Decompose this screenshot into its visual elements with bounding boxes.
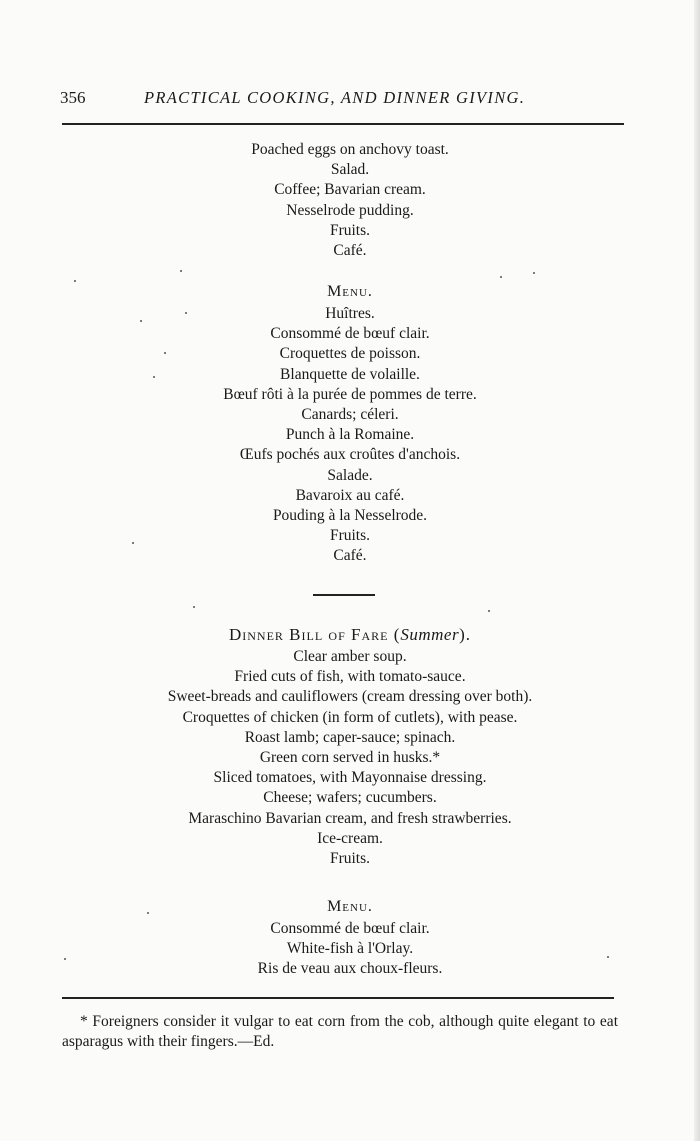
scan-speck: [132, 542, 134, 544]
french-menu-2: [0, 895, 700, 980]
menu-line: Bavaroix au café.: [295, 486, 405, 504]
section-divider: [313, 594, 375, 596]
header-rule: [62, 123, 624, 125]
menu-line: Poached eggs on anchovy toast.: [251, 141, 449, 158]
menu-line: Huîtres.: [325, 305, 375, 322]
heading-season: Summer: [400, 625, 460, 644]
menu-line: Roast lamb; caper-sauce; spinach.: [244, 728, 456, 746]
heading-prefix: Dinner Bill of Fare (: [228, 625, 401, 644]
menu-line: Coffee; Bavarian cream.: [274, 181, 426, 199]
page-number: 356: [60, 88, 86, 107]
menu-line: Canards; céleri.: [301, 405, 399, 423]
menu-line: Ice-cream.: [317, 829, 383, 847]
heading-suffix: ).: [459, 625, 472, 644]
menu-line: Ris de veau aux choux-fleurs.: [257, 960, 443, 978]
menu-line: Consommé de bœuf clair.: [270, 920, 430, 937]
menu-line: Pouding à la Nesselrode.: [272, 506, 428, 524]
footnote: * Foreigners consider it vulgar to eat corn from the cob, although quite elegant to eat asparagus with their fingers.—Ed.: [62, 1013, 618, 1050]
menu-line: Café.: [333, 547, 367, 565]
menu-line: Œufs pochés aux croûtes d'anchois.: [239, 446, 461, 464]
scan-speck: [180, 270, 182, 272]
menu-line: Cheese; wafers; cucumbers.: [263, 789, 437, 807]
scan-speck: [488, 610, 490, 612]
menu-line: Punch à la Romaine.: [285, 426, 415, 444]
menu-line: Fruits.: [329, 221, 371, 239]
bill-of-fare-heading: [0, 623, 700, 647]
menu-line: Fruits.: [329, 527, 371, 545]
continued-menu: [0, 140, 700, 261]
page-header: [60, 88, 620, 118]
scan-speck: [64, 958, 66, 960]
menu-line: Croquettes of chicken (in form of cutlets), with pease.: [182, 708, 518, 726]
menu-line: Maraschino Bavarian cream, and fresh strawberries.: [188, 809, 512, 827]
menu-line: Salad.: [330, 161, 370, 179]
scan-speck: [533, 272, 535, 274]
scan-speck: [185, 312, 187, 314]
menu-line: Bœuf rôti à la purée de pommes de terre.: [223, 385, 477, 403]
menu-line: Croquettes de poisson.: [279, 345, 421, 363]
menu-heading: Menu.: [327, 898, 373, 915]
scan-speck: [153, 376, 155, 378]
running-title: PRACTICAL COOKING, AND DINNER GIVING.: [144, 88, 526, 107]
menu-line: Salade.: [327, 466, 373, 484]
menu-line: Nesselrode pudding.: [286, 201, 414, 219]
menu-line: Sliced tomatoes, with Mayonnaise dressing.: [213, 769, 487, 787]
menu-line: White-fish à l'Orlay.: [286, 940, 414, 958]
scan-speck: [74, 280, 76, 282]
menu-line: Fruits.: [329, 849, 371, 867]
scan-speck: [607, 956, 609, 958]
menu-line: Consommé de bœuf clair.: [270, 325, 430, 343]
scan-speck: [140, 320, 142, 322]
menu-heading: Menu.: [327, 283, 373, 300]
scan-speck: [193, 606, 195, 608]
summer-bill-of-fare: [0, 623, 700, 869]
menu-line: Green corn served in husks.*: [259, 748, 441, 766]
scan-speck: [500, 276, 502, 278]
french-menu-1: [0, 280, 700, 566]
footnote-rule: [62, 997, 614, 999]
scan-speck: [147, 912, 149, 914]
menu-line: Blanquette de volaille.: [280, 365, 420, 383]
menu-line: Fried cuts of fish, with tomato-sauce.: [234, 668, 466, 686]
menu-line: Sweet-breads and cauliflowers (cream dressing over both).: [167, 688, 533, 706]
menu-line: Café.: [333, 241, 367, 259]
scan-speck: [164, 352, 166, 354]
menu-line: Clear amber soup.: [293, 648, 407, 665]
